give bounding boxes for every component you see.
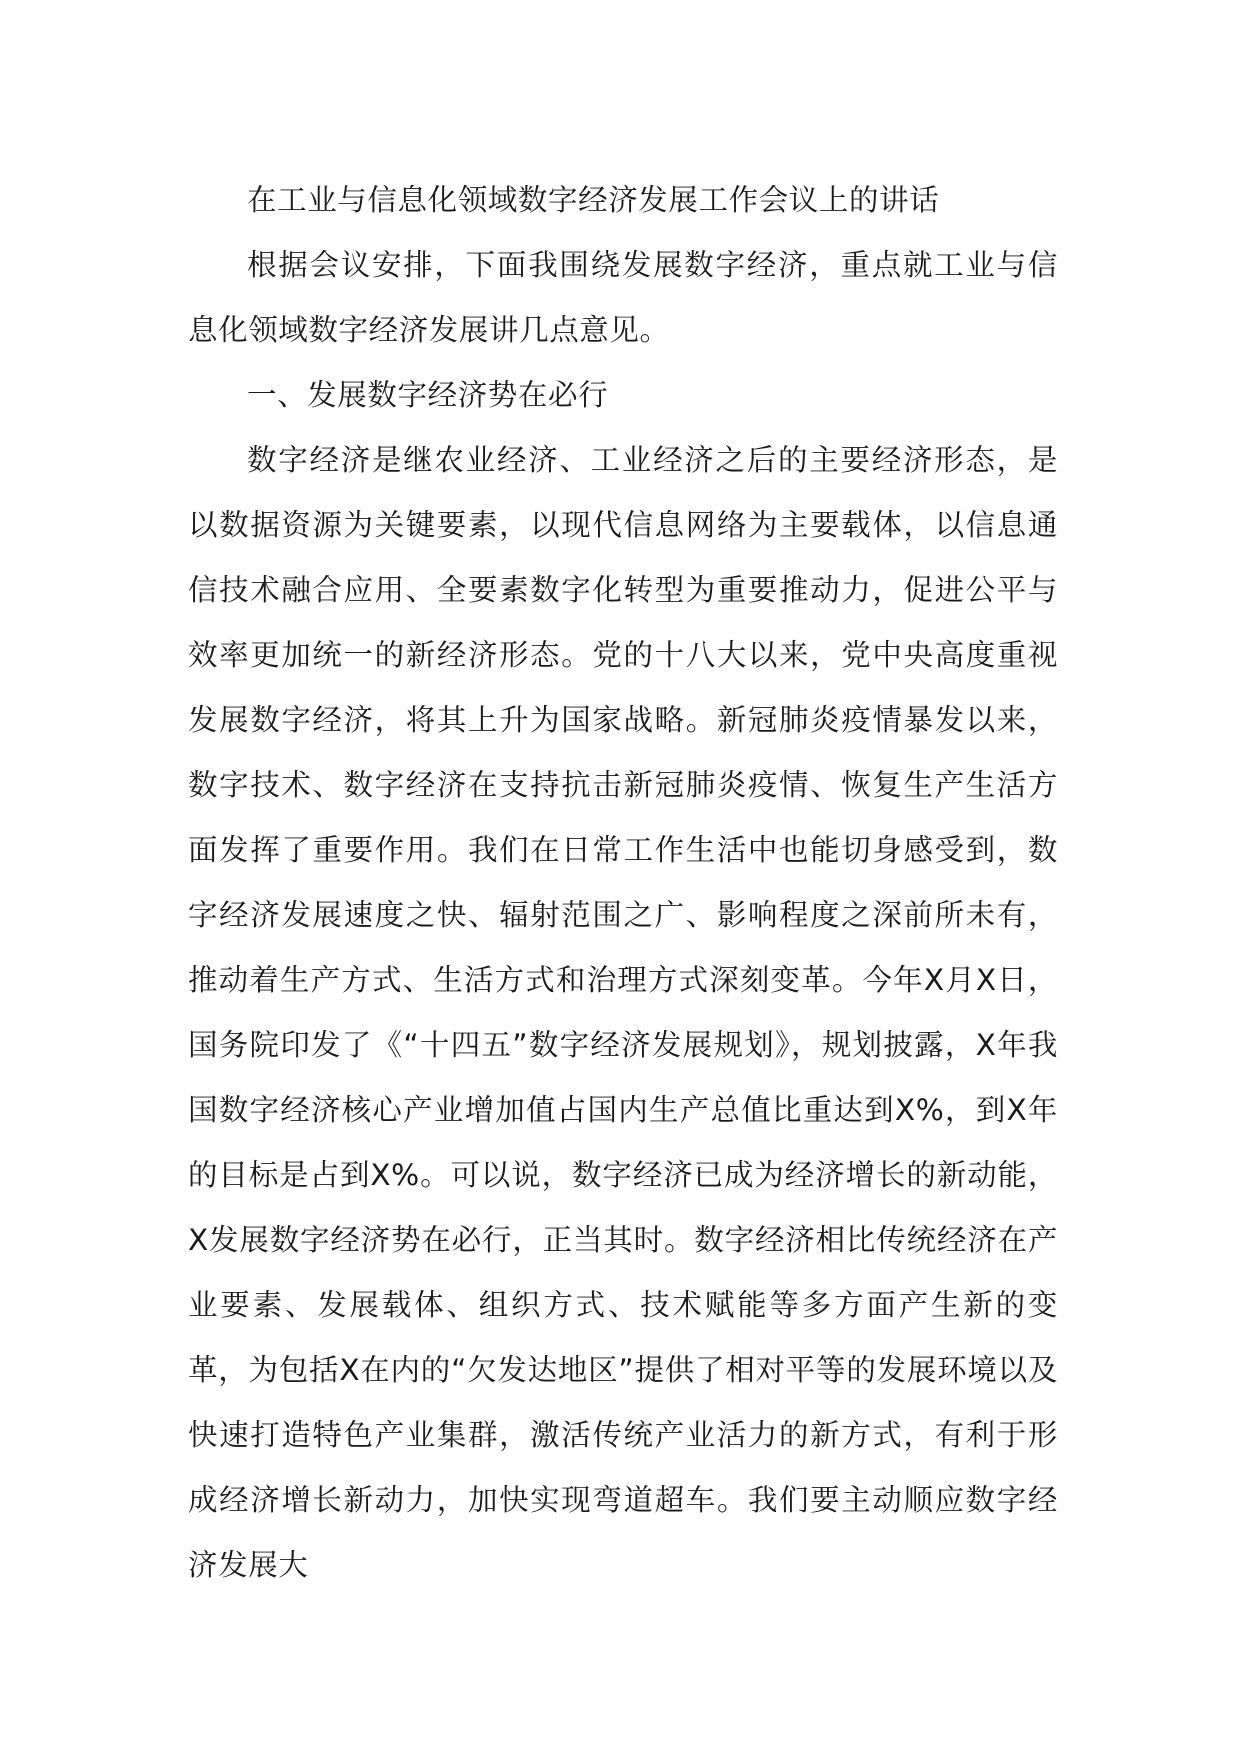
section-heading: 一、发展数字经济势在必行: [247, 378, 609, 412]
document-body: [188, 168, 1058, 1598]
body-paragraph: 数字经济是继农业经济、工业经济之后的主要经济形态，是以数据资源为关键要素，以现代信息网络为主要载体，以信息通信技术融合应用、全要素数字化转型为重要推动力，促进公平与效率更加统一的新经济形态。党的十八大以来，党中央高度重视发展数字经济，将其上升为国家战略。新冠肺炎疫情暴发以来，数字技术、数字经济在支持抗击新冠肺炎疫情、恢复生产生活方面发挥了重要作用。我们在日常工作生活中也能切身感受到，数字经济发展速度之快、辐射范围之广、影响程度之深前所未有，推动着生产方式、生活方式和治理方式深刻变革。今年X月X日，国务院印发了《“十四五”数字经济发展规划》，规划披露，X年我国数字经济核心产业增加值占国内生产总值比重达到X%，到X年的目标是占到X%。可以说，数字经济已成为经济增长的新动能，X发展数字经济势在必行，正当其时。数字经济相比传统经济在产业要素、发展载体、组织方式、技术赋能等多方面产生新的变革，为包括X在内的“欠发达地区”提供了相对平等的发展环境以及快速打造特色产业集群，激活传统产业活力的新方式，有利于形成经济增长新动力，加快实现弯道超车。我们要主动顺应数字经济发展大: [188, 443, 1058, 1582]
document-title: 在工业与信息化领域数字经济发展工作会议上的讲话: [247, 183, 940, 217]
intro-paragraph: 根据会议安排，下面我围绕发展数字经济，重点就工业与信息化领域数字经济发展讲几点意见。: [188, 248, 1058, 347]
